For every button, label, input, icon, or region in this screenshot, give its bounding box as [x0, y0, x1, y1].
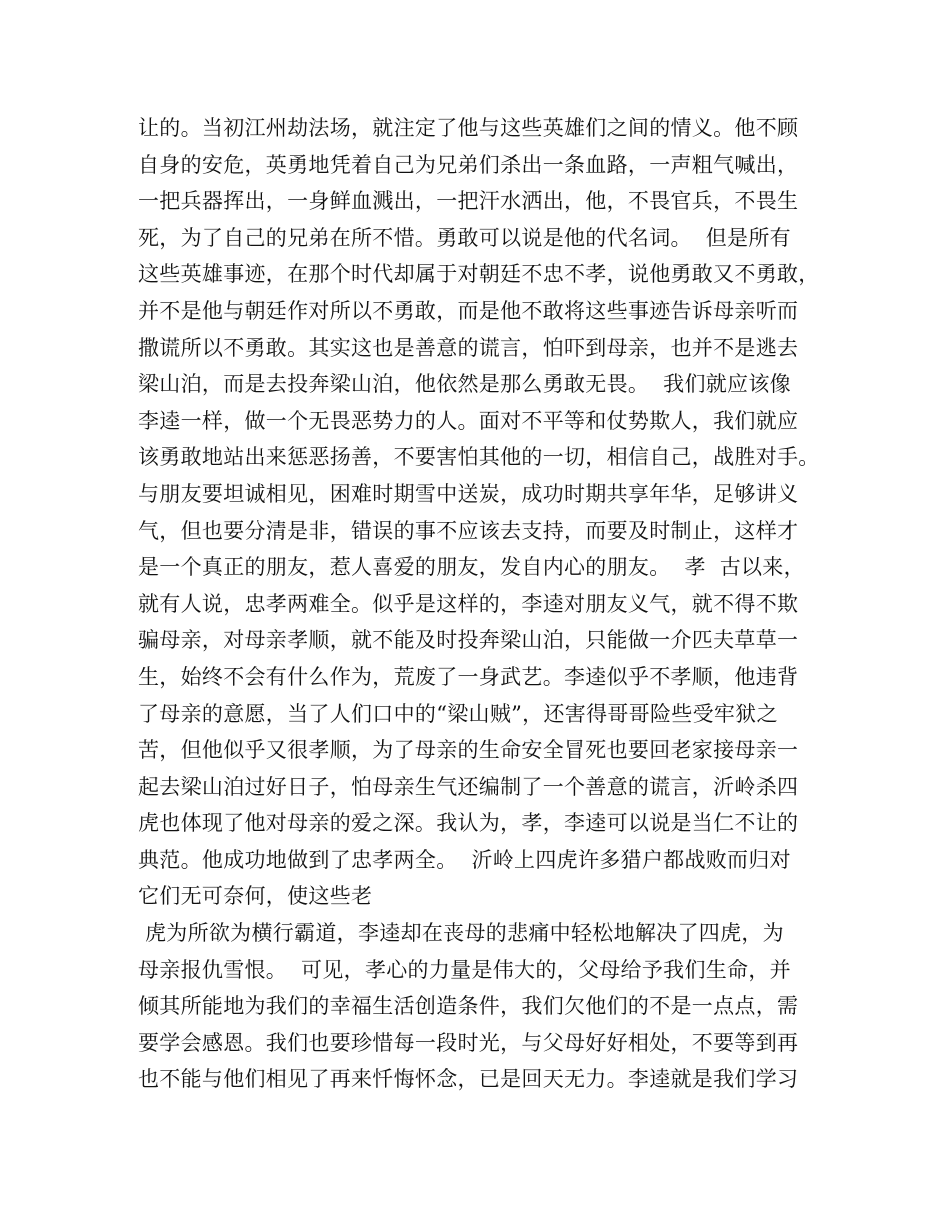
text-line: 与朋友要坦诚相见，困难时期雪中送炭，成功时期共享年华，足够讲义 — [138, 481, 799, 506]
text-line: 一把兵器挥出，一身鲜血溅出，一把汗水洒出，他，不畏官兵，不畏生 — [138, 189, 799, 214]
text-line: 倾其所能地为我们的幸福生活创造条件，我们欠他们的不是一点点，需 — [138, 994, 799, 1019]
text-line: 是一个真正的朋友，惹人喜爱的朋友，发自内心的朋友。 孝 古以来， — [138, 555, 805, 580]
text-line: 气，但也要分清是非，错误的事不应该去支持，而要及时制止，这样才 — [138, 518, 799, 543]
text-line: 虎为所欲为横行霸道，李逵却在丧母的悲痛中轻松地解决了四虎，为 — [138, 921, 784, 946]
text-line: 死，为了自己的兄弟在所不惜。勇敢可以说是他的代名词。 但是所有 — [138, 225, 791, 250]
text-line: 并不是他与朝廷作对所以不勇敢，而是他不敢将这些事迹告诉母亲听而 — [138, 298, 799, 323]
text-line: 虎也体现了他对母亲的爱之深。我认为，孝，李逵可以说是当仁不让的 — [138, 811, 799, 836]
text-line: 梁山泊，而是去投奔梁山泊，他依然是那么勇敢无畏。 我们就应该像 — [138, 372, 791, 397]
text-line: 也不能与他们相见了再来忏悔怀念，已是回天无力。李逵就是我们学习 — [138, 1067, 799, 1092]
text-line: 了母亲的意愿，当了人们口中的“梁山贼”，还害得哥哥险些受牢狱之 — [138, 701, 778, 726]
text-line: 要学会感恩。我们也要珍惜每一段时光，与父母好好相处，不要等到再 — [138, 1030, 799, 1055]
text-line: 生，始终不会有什么作为，荒废了一身武艺。李逵似乎不孝顺，他违背 — [138, 664, 799, 689]
text-line: 自身的安危，英勇地凭着自己为兄弟们杀出一条血路，一声粗气喊出， — [138, 152, 799, 177]
text-line: 它们无可奈何，使这些老 — [138, 884, 373, 909]
body-text — [138, 110, 828, 1098]
text-line: 撒谎所以不勇敢。其实这也是善意的谎言，怕吓到母亲，也并不是逃去 — [138, 335, 799, 360]
text-line: 起去梁山泊过好日子，怕母亲生气还编制了一个善意的谎言，沂岭杀四 — [138, 774, 799, 799]
text-line: 该勇敢地站出来惩恶扬善，不要害怕其他的一切，相信自己，战胜对手。 — [138, 445, 820, 470]
text-line: 骗母亲，对母亲孝顺，就不能及时投奔梁山泊，只能做一介匹夫草草一 — [138, 628, 799, 653]
text-line: 让的。当初江州劫法场，就注定了他与这些英雄们之间的情义。他不顾 — [138, 116, 799, 140]
text-line: 典范。他成功地做到了忠孝两全。 沂岭上四虎许多猎户都战败而归对 — [138, 847, 791, 872]
text-line: 就有人说，忠孝两难全。似乎是这样的，李逵对朋友义气，就不得不欺 — [138, 591, 799, 616]
text-line: 苦，但他似乎又很孝顺，为了母亲的生命安全冒死也要回老家接母亲一 — [138, 738, 799, 763]
text-line: 这些英雄事迹，在那个时代却属于对朝廷不忠不孝，说他勇敢又不勇敢， — [138, 262, 820, 287]
text-line: 母亲报仇雪恨。 可见，孝心的力量是伟大的，父母给予我们生命，并 — [138, 957, 791, 982]
text-line: 李逵一样，做一个无畏恶势力的人。面对不平等和仗势欺人，我们就应 — [138, 408, 799, 433]
